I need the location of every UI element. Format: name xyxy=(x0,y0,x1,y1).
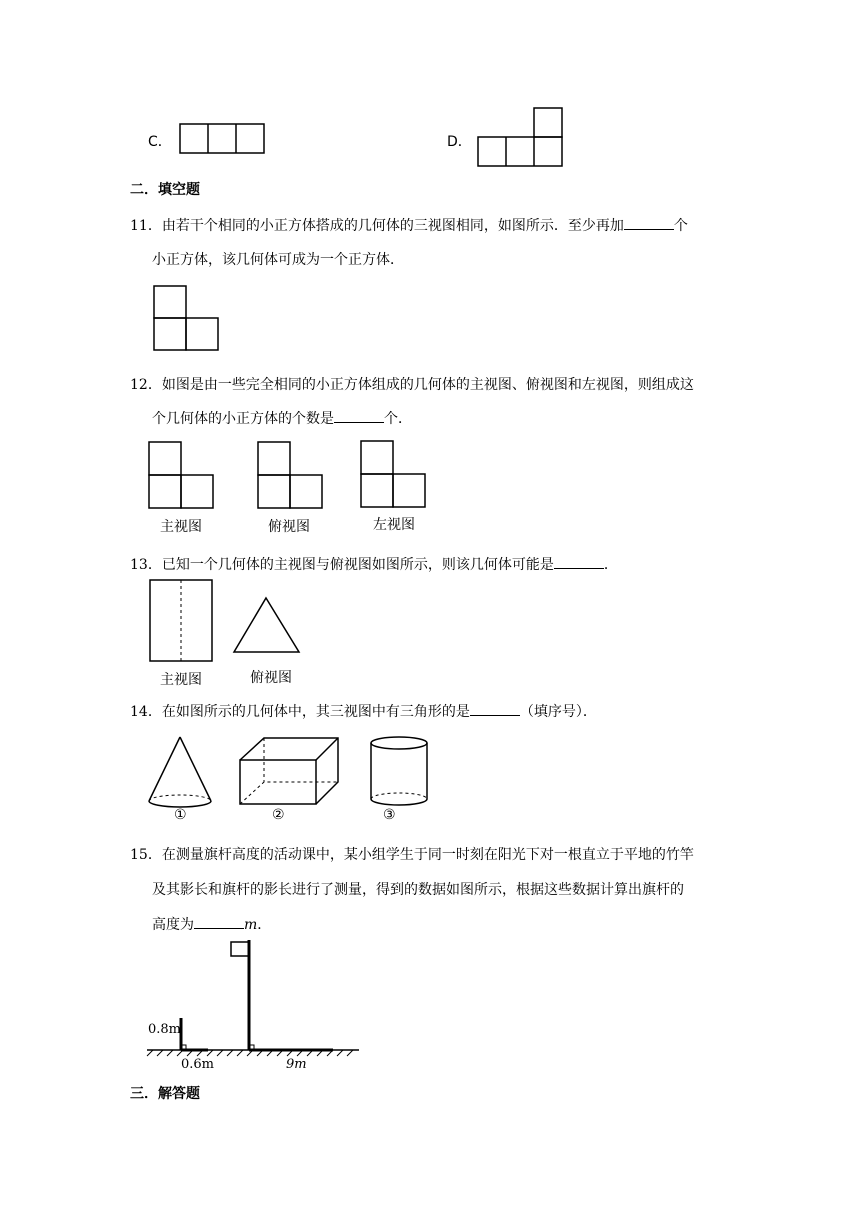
q14-text-b: （填序号）． xyxy=(519,704,597,720)
q15-line3 xyxy=(152,914,271,934)
q11-line1 xyxy=(130,215,688,235)
q11-line2: 小正方体，该几何体可成为一个正方体． xyxy=(152,252,404,268)
q15-text1: 在测量旗杆高度的活动课中，某小组学生于同一时刻在阳光下对一根直立于平地的竹竿 xyxy=(161,847,694,863)
q14-number: 14． xyxy=(130,704,162,720)
option-d-label: D． xyxy=(447,134,472,150)
q11-figure xyxy=(153,285,221,353)
q15-line2: 及其影长和旗杆的影长进行了测量，得到的数据如图所示，根据这些数据计算出旗杆的 xyxy=(152,882,684,898)
q12-text-b: 个． xyxy=(384,411,412,427)
section-title-answer: 三．解答题 xyxy=(130,1086,200,1102)
q14-line1 xyxy=(130,701,597,721)
q14-label-1: ① xyxy=(174,807,187,823)
q13-number: 13． xyxy=(130,557,162,573)
q12-text: 如图是由一些完全相同的小正方体组成的几何体的主视图、俯视图和左视图，则组成这 xyxy=(161,377,694,393)
q15-answer-blank[interactable] xyxy=(194,914,244,929)
q13-text-b: ． xyxy=(603,557,618,573)
q12-label-top: 俯视图 xyxy=(268,519,310,535)
q15-number: 15． xyxy=(130,847,162,863)
option-c-label: C． xyxy=(148,134,172,150)
q13-top-view xyxy=(232,596,302,656)
q13-line1 xyxy=(130,554,618,574)
q12-number: 12． xyxy=(130,377,162,393)
q15-flagpole-figure xyxy=(145,938,365,1074)
q12-top-view xyxy=(257,441,327,511)
q13-label-top: 俯视图 xyxy=(250,670,292,686)
q12-label-front: 主视图 xyxy=(160,519,202,535)
q11-text-b: 个 xyxy=(673,218,688,234)
q15-text-a: 高度为 xyxy=(152,917,194,933)
q15-text-c: ． xyxy=(257,917,272,933)
q13-front-view xyxy=(149,579,215,665)
q14-cuboid xyxy=(238,736,342,808)
q11-number: 11． xyxy=(130,218,162,234)
q14-label-2: ② xyxy=(272,807,285,823)
q14-answer-blank[interactable] xyxy=(470,701,520,716)
option-d-figure xyxy=(477,107,565,169)
q12-label-left: 左视图 xyxy=(373,517,415,533)
q12-left-view xyxy=(360,440,430,510)
q15-unit: m xyxy=(244,917,258,933)
q12-front-view xyxy=(148,441,218,511)
q12-line2 xyxy=(152,408,412,428)
q14-label-3: ③ xyxy=(383,807,396,823)
q11-answer-blank[interactable] xyxy=(624,215,674,230)
q14-cone xyxy=(145,735,215,810)
q14-text-a: 在如图所示的几何体中，其三视图中有三角形的是 xyxy=(161,704,470,720)
q15-line1 xyxy=(130,844,694,864)
q15-flag-shadow-label: 9m xyxy=(286,1057,307,1072)
q13-answer-blank[interactable] xyxy=(554,554,604,569)
q11-text-a: 由若干个相同的小正方体搭成的几何体的三视图相同，如图所示．至少再加 xyxy=(161,218,624,234)
q13-text-a: 已知一个几何体的主视图与俯视图如图所示，则该几何体可能是 xyxy=(161,557,554,573)
q14-cylinder xyxy=(368,735,432,809)
q12-text-a: 个几何体的小正方体的个数是 xyxy=(152,411,334,427)
q12-answer-blank[interactable] xyxy=(334,408,384,423)
q12-line1 xyxy=(130,374,694,394)
option-c-figure xyxy=(179,123,267,155)
q13-label-front: 主视图 xyxy=(160,672,202,688)
q15-bamboo-height-label: 0.8m xyxy=(148,1022,182,1037)
q15-bamboo-shadow-label: 0.6m xyxy=(181,1057,215,1072)
section-title-fill-in: 二．填空题 xyxy=(130,182,200,198)
